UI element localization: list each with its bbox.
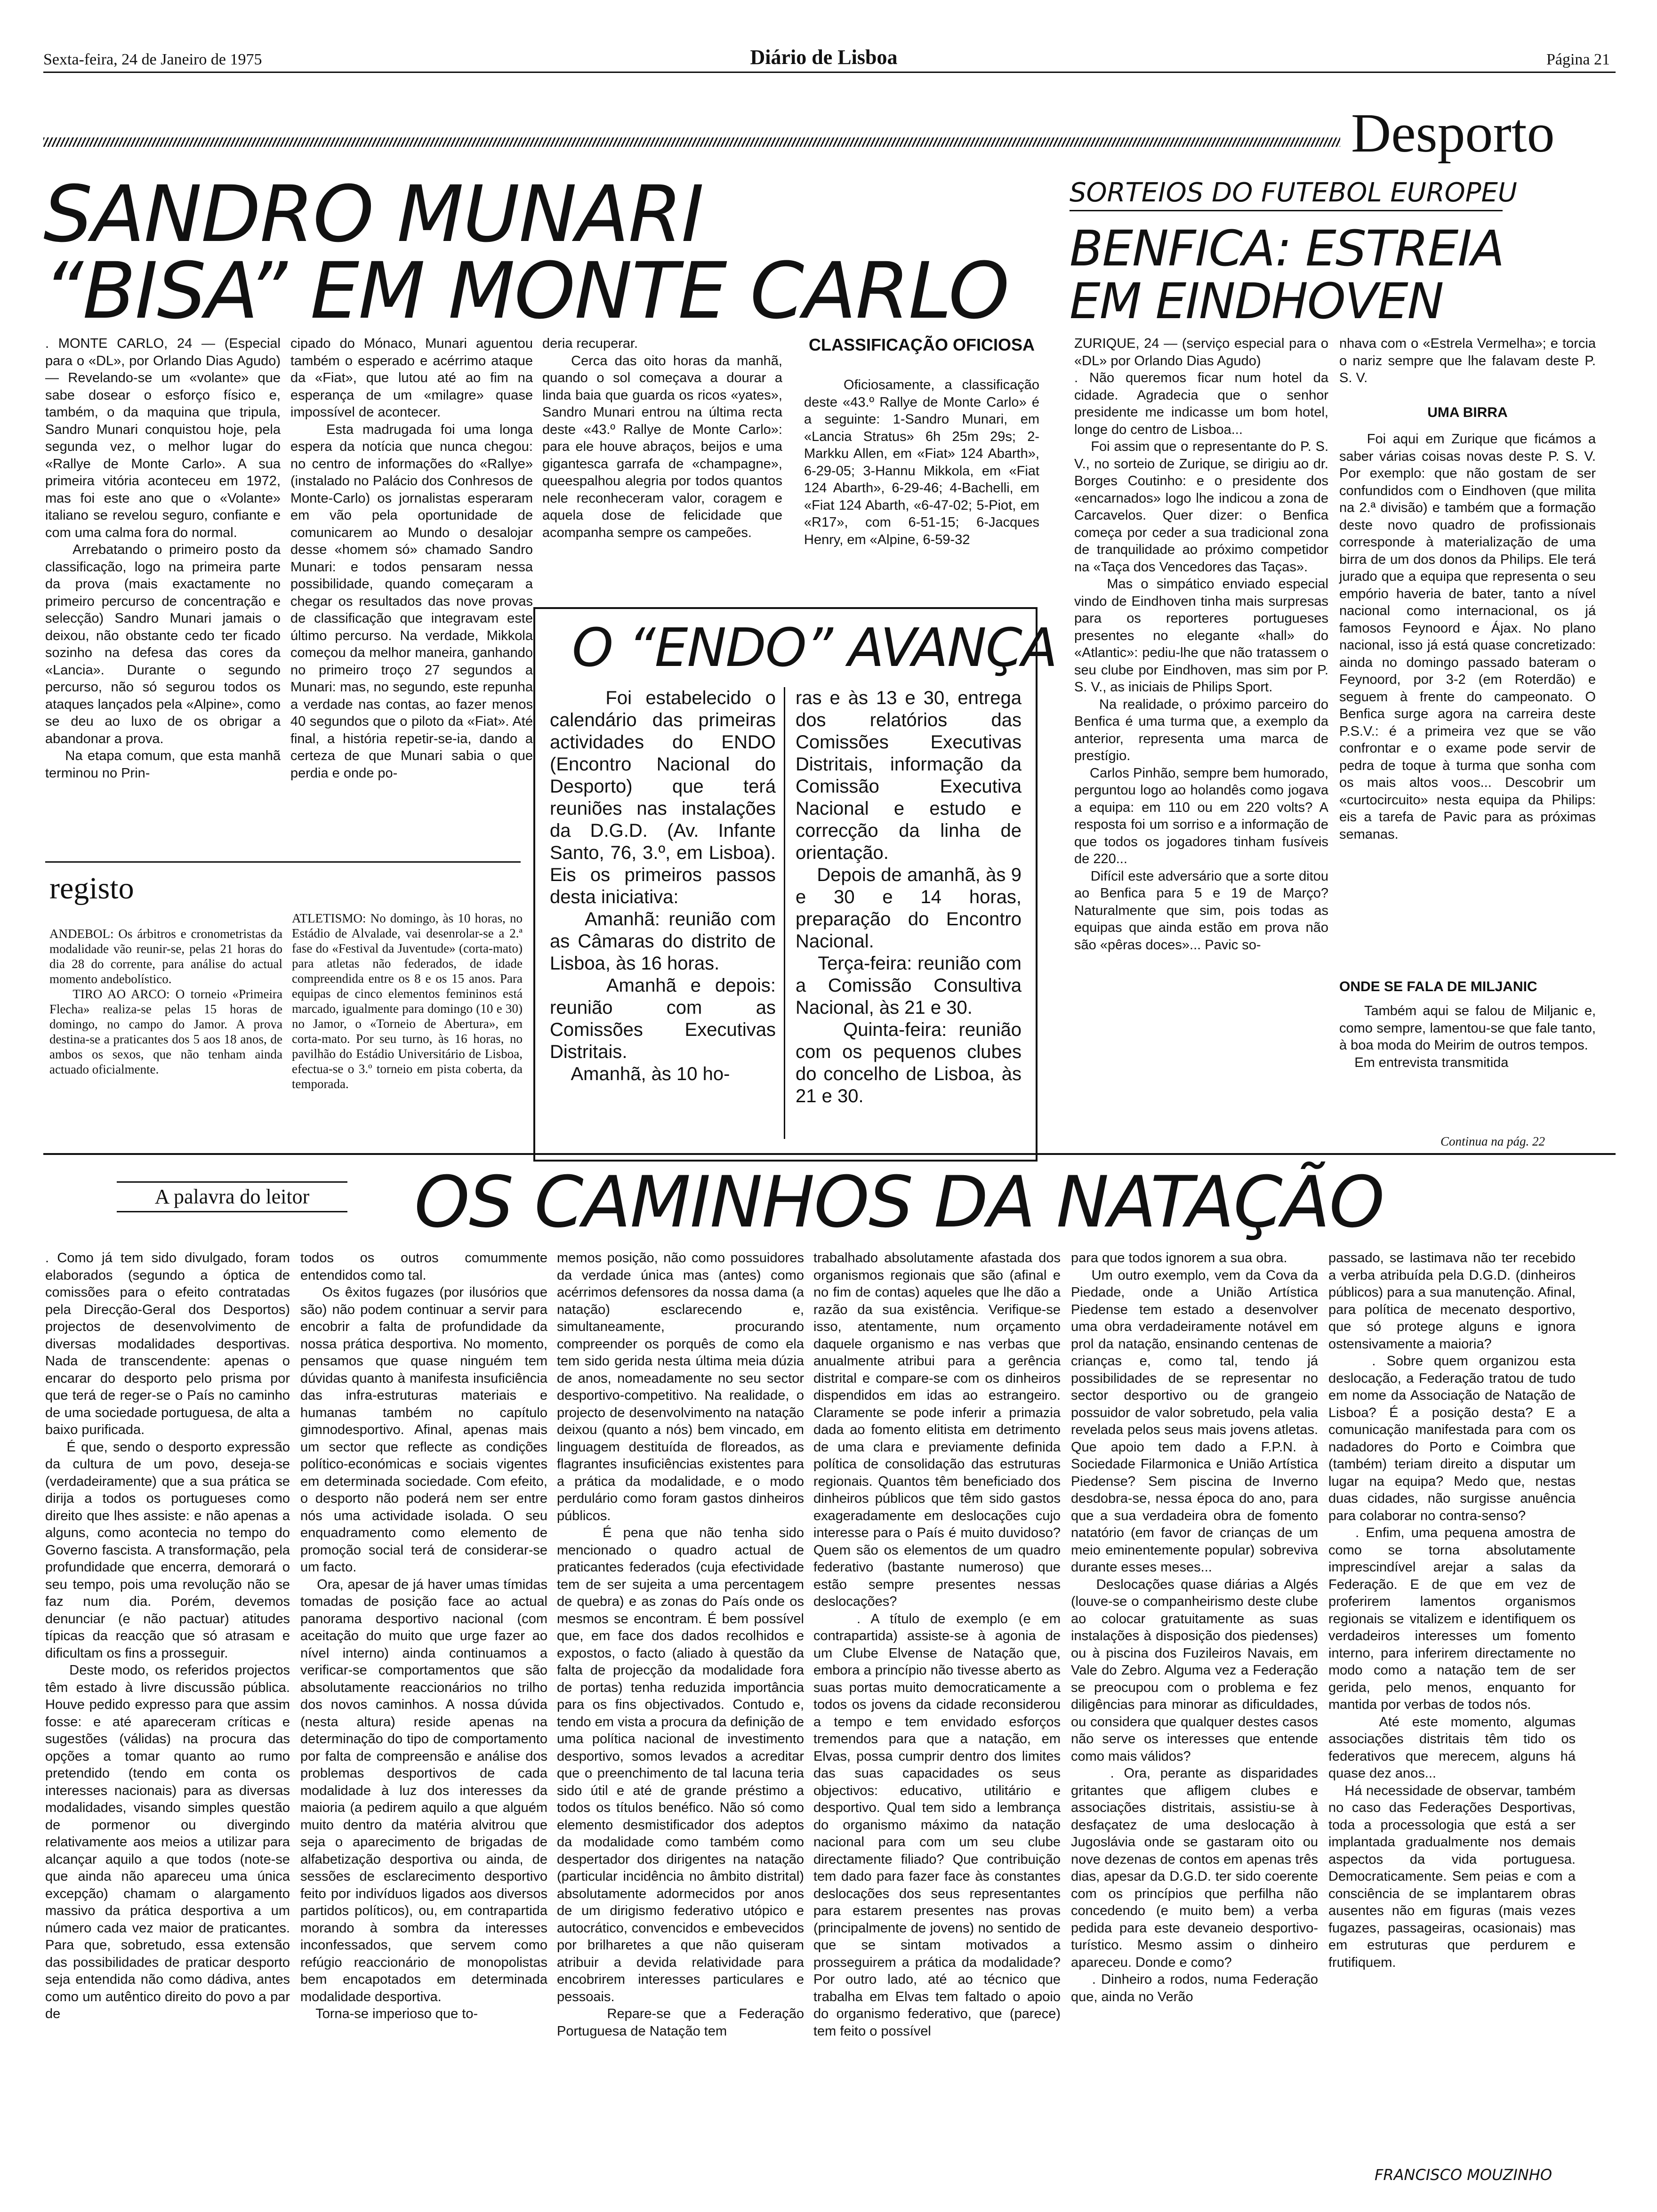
endo-headline: O “ENDO” AVANÇA	[572, 617, 1057, 679]
natacao-column-4: trabalhado absolutamente afastada dos organismos regionais que são (afinal e no fim de contas) aqueles que lhe dão a razão da sua existência. Verifique-se isso, atentamente, num orçamento daquele organismo e nas verbas que anualmente atribui para a gerência distrital e compare-se com os dinheiros dispendidos em idas ao estrangeiro. Claramente se pode inferir a primazia dada ao fomento elitista em detrimento de uma clara e previamente definida política de consolidação das estruturas regionais. Quantos têm beneficiado dos dinheiros públicos que têm sido gastos exageradamente em deslocações cujo interesse para o País é muito duvidoso? Quem são os elementos de um quadro federativo (bastante numeroso) que estão sempre presentes nessas deslocações? . A título de exemplo (e em contrapartida) assiste-se à agonia de um Clube Elvense de Natação que, embora a princípio não tivesse aberto as suas portas muito democraticamente a todos os jovens da cidade reconsiderou a tempo e tem envidado esforços tremendos para que a natação, em Elvas, possa cumprir dentro dos limites das suas capacidades os seus objectivos: educativo, utilitário e desportivo. Qual tem sido a lembrança do organismo máximo da natação nacional para com um seu clube directamente filiado? Que contribuição tem dado para fazer face às constantes deslocações dos seus representantes para estarem presentes nas provas (principalmente de jovens) no sentido de que se sintam motivados a prosseguirem a prática da modalidade? Por outro lado, até ao técnico que trabalha em Elvas tem faltado o apoio do organismo federativo, que (parece) tem feito o possível	[813, 1250, 1061, 2039]
classification-text: Oficiosamente, a classificação deste «43.º Rallye de Monte Carlo» é a seguinte: 1-Sandro Munari, em «Lancia Stratus» 6h 25m 29s; 2-Markku Allen, em «Fiat» 124 Abarth», 6-29-05; 3-Hannu Mikkola, em «Fiat 124 Abarth», 6-29-46; 4-Bachelli, em «Fiat 124 Abarth, «6-47-02; 5-Piot, em «R17», com 6-51-15; 6-Jacques Henry, em «Alpine, 6-59-32	[804, 377, 1044, 547]
leitor-label: A palavra do leitor	[117, 1181, 347, 1212]
issue-date: Sexta-feira, 24 de Janeiro de 1975	[43, 51, 262, 68]
benfica-column-2c: Também aqui se falou de Miljanic e, como sempre, lamentou-se que fale tanto, à boa moda do Meirim de outros tempos. Em entrevista transmitida	[1339, 1003, 1596, 1070]
benfica-headline-line2: EM EINDHOVEN	[1070, 272, 1443, 330]
page-number: Página 21	[1546, 51, 1610, 68]
benfica-column-2: nhava com o «Estrela Vermelha»; e torcia o nariz sempre que lhe falavam deste P. S. V.	[1339, 336, 1600, 385]
lower-section-rule	[43, 1153, 1616, 1155]
benfica-column-1: ZURIQUE, 24 — (serviço especial para o «DL» por Orlando Dias Agudo) . Não queremos ficar num hotel da cidade. Agradecia que o senhor presidente me indicasse um bom hotel, longe do centro de Lisboa... Foi assim que o representante do P. S. V., no sorteio de Zurique, se dirigiu ao dr. Borges Coutinho: e o presidente dos «encarnados» logo lhe indicou a zona de Carcavelos. Quer dizer: o Benfica começa por ceder a sua tradicional zona de tranquilidade ao próximo competidor na «Taça dos Vencedores das Taças». Mas o simpático enviado especial vindo de Eindhoven tinha mais surpresas para os reporteres portugueses presentes no elegante «hall» do «Atlantic»: pediu-lhe que não tratassem o seu clube por Eindhoven, mas sim por P. S. V., as iniciais de Philips Sport. Na realidade, o próximo parceiro do Benfica é uma turma que, a exemplo da anterior, representa uma marca de prestígio. Carlos Pinhão, sempre bem humorado, perguntou logo ao holandês como jogava a equipa: em 110 ou em 220 volts? A resposta foi um sorriso e a informação de que todos os jogadores tinham fusíveis de 220... Difícil este adversário que a sorte ditou ao Benfica para 5 e 19 de Março? Naturalmente que sim, pois todas as equipas que ainda estão em prova não são «pêras doces»... Pavic so-	[1074, 336, 1328, 953]
munari-column-2: cipado do Mónaco, Munari aguentou também o esperado e acérrimo ataque da «Fiat», que lutou até ao fim na esperança de um «milagre» quase impossível de acontecer. Esta madrugada foi uma longa espera da notícia que nunca chegou: no centro de informações do «Rallye» (instalado no Palácio dos Conhresos de Monte-Carlo) os jornalistas esperaram em vão pela oportunidade de comunicarem ao Mundo o desalojar desse «homem só» chamado Sandro Munari: e todos pensaram nessa possibilidade, quando começaram a chegar os resultados das nove provas de classificação que integravam este último percurso. Na verdade, Mikkola começou da melhor maneira, ganhando no primeiro troço 27 segundos a Munari: mas, no segundo, este repunha a verdade nas contas, ao fazer menos 40 segundos que o piloto da «Fiat». Até final, a história repetir-se-ia, dando a certeza de que Munari sabia o que perdia e onde po-	[290, 336, 533, 781]
endo-column-divider	[784, 687, 785, 1139]
header-rule	[43, 72, 1616, 73]
continued-link[interactable]: Continua na pág. 22	[1440, 1134, 1545, 1148]
munari-column-1: . MONTE CARLO, 24 — (Especial para o «DL», por Orlando Dias Agudo) — Revelando-se um «volante» que sabe dosear o esforço físico e, também, o da maquina que tripula, Sandro Munari conquistou hoje, pela segunda vez, o melhor lugar do «Rallye de Monte Carlo». A sua primeira vitória aconteceu em 1972, mas foi este ano que o «Volante» italiano se revelou seguro, confiante e com uma calma fora do normal. Arrebatando o primeiro posto da classificação, logo na primeira parte da prova (mais exactamente no primeiro percurso de concentração e selecção) Sandro Munari jamais o deixou, não obstante cedo ter ficado sozinho na defesa das cores da «Lancia». Durante o segundo percurso, não só segurou todos os ataques lançados pela «Alpine», como se deu ao luxo de os obrigar a abandonar a prova. Na etapa comum, que esta manhã terminou no Prin-	[45, 336, 281, 781]
section-title: Desporto	[1351, 102, 1555, 164]
natacao-column-1: . Como já tem sido divulgado, foram elaborados (segundo a óptica de comissões para o efeito contratadas pela Direcção-Geral dos Desportos) projectos de desenvolvimento de diversas modalidades desportivas. Nada de transcendente: apenas o encarar do desporto pelo prisma por que terá de reger-se o País no caminho de uma sociedade portuguesa, de alta a baixo purificada. É que, sendo o desporto expressão da cultura de um povo, deseja-se (verdadeiramente) que a sua prática se dirija a todos os portugueses como direito que lhes assiste: e não apenas a alguns, como acontecia no tempo do Governo fascista. A transformação, pela profundidade que encerra, demorará o seu tempo, pois uma revolução não se faz num dia. Porém, devemos denunciar (e não pactuar) atitudes típicas da reacção que só atrasam e dificultam os fins a prosseguir. Deste modo, os referidos projectos têm estado à livre discussão pública. Houve pedido expresso para que assim fosse: e até apareceram críticas e sugestões (válidas) na procura das opções a tomar quanto ao rumo pretendido (tendo em conta os interesses nacionais) para as diversas modalidades, visando simples questão de pormenor ou divergindo relativamente aos meios a utilizar para alcançar aquilo a que todos (note-se que ainda não apareceu uma única excepção) chamam o alargamento massivo da prática desportiva a um número cada vez maior de praticantes. Para que, sobretudo, essa extensão das possibilidades de praticar desporto seja entendida não como dádiva, antes como um autêntico direito do povo a par de	[45, 1250, 290, 2021]
classification-title: CLASSIFICAÇÃO OFICIOSA	[808, 335, 1035, 354]
benfica-kicker: SORTEIOS DO FUTEBOL EUROPEU	[1070, 177, 1517, 208]
endo-column-1: Foi estabelecido o calendário das primeiras actividades do ENDO (Encontro Nacional do Desporto) que terá reuniões nas instalações da D.G.D. (Av. Infante Santo, 76, 3.º, em Lisboa). Eis os primeiros passos desta iniciativa: Amanhã: reunião com as Câmaras do distrito de Lisboa, às 16 horas. Amanhã e depois: reunião com as Comissões Executivas Distritais. Amanhã, às 10 ho-	[550, 688, 776, 1084]
benfica-subhead-birra: UMA BIRRA	[1427, 405, 1508, 420]
registo-column-2: ATLETISMO: No domingo, às 10 horas, no Estádio de Alvalade, vai desenrolar-se a 2.ª fase do «Festival da Juventude» (corta-mato) para atletas não federados, de idade compreendida entre os 8 e os 15 anos. Para equipas de cinco elementos femininos está marcado, igualmente para domingo (10 e 30) no Jamor, o «Torneio de Abertura», em corta-mato. Por seu turno, às 16 horas, no pavilhão do Estádio Universitário de Lisboa, efectua-se o 3.º torneio em pista coberta, da temporada.	[292, 911, 526, 1091]
section-hatch-bar	[43, 137, 1340, 147]
article-author: FRANCISCO MOUZINHO	[1375, 2166, 1552, 2184]
benfica-subhead-miljanic: ONDE SE FALA DE MILJANIC	[1339, 979, 1537, 994]
munari-column-3: deria recuperar. Cerca das oito horas da manhã, quando o sol começava a dourar a linda baia que guarda os ricos «yates», Sandro Munari entrou na última recta deste «43.º Rallye de Monte Carlo»: para ele houve abraços, beijos e uma gigantesca garrafa de «champagne», queespalhou alegria por todos quantos nele reconheceram valor, coragem e aquela dose de felicidade que acompanha sempre os campeões.	[542, 336, 782, 540]
masthead: Diário de Lisboa	[750, 46, 898, 69]
benfica-kicker-rule	[1070, 210, 1503, 211]
munari-headline-line2: “BISA” EM MONTE CARLO	[43, 246, 1009, 336]
natacao-column-6: passado, se lastimava não ter recebido a verba atribuída pela D.G.D. (dinheiros públicos) para a sua manutenção. Afinal, para política de mecenato desportivo, que só protege alguns e ignora ostensivamente a maioria? . Sobre quem organizou esta deslocação, a Federação tratou de tudo em nome da Associação de Natação de Lisboa? É a posição desta? E a comunicação manifestada para com os nadadores do Porto e Coimbra que (também) teriam direito a disputar um lugar na equipa? Medo que, nestas duas cidades, não surgisse anuência para colaborar no contra-senso? . Enfim, uma pequena amostra de como se torna absolutamente imprescindível arejar a salas da Federação. E de que em vez de proferirem lamentos organismos regionais se vitalizem e identifiquem os verdadeiros interesses um fomento interno, para inferirem directamente no modo como a natação tem de ser gerida, pelo menos, enquanto for mantida por verbas de todos nós. Até este momento, algumas associações distritais têm tido os federativos que merecem, alguns há quase dez anos... Há necessidade de observar, também no caso das Federações Desportivas, toda a processologia que está a ser implantada gradualmente nos demais aspectos da vida portuguesa. Democraticamente. Sem peias e com a consciência de se implantarem obras ausentes não em figuras (mais vezes fugazes, passageiras, ocasionais) mas em estruturas que perdurem e frutifiquem.	[1328, 1250, 1576, 1970]
registo-title: registo	[49, 871, 134, 906]
registo-column-1: ANDEBOL: Os árbitros e cronometristas da modalidade vão reunir-se, pelas 21 horas do dia 28 do corrente, para análise do actual momento andebolístico. TIRO AO ARCO: O torneio «Primeira Flecha» realiza-se pelas 15 horas de domingo, no campo do Jamor. A prova destina-se a praticantes dos 5 aos 18 anos, de ambos os sexos, que não tenham ainda actuado oficialmente.	[49, 927, 282, 1076]
natacao-column-5: para que todos ignorem a sua obra. Um outro exemplo, vem da Cova da Piedade, onde a União Artística Piedense tem estado a desenvolver uma obra verdadeiramente notável em prol da natação, ensinando centenas de crianças e, como tal, tendo já possibilidades de se representar no sector desportivo ou de grangeio possuidor de valor sobretudo, pela valia revelada pelos seus mais jovens atletas. Que apoio tem dado a F.P.N. à Sociedade Filarmonica e União Artística Piedense? Sem piscina de Inverno desdobra-se, nessa época do ano, para que a sua verdadeira obra de fomento natatório (em favor de crianças de um meio eminentemente popular) sobreviva durante esses meses... Deslocações quase diárias a Algés (louve-se o companheirismo deste clube ao colocar gratuitamente as suas instalações à disposição dos piedenses) ou à piscina dos Fuzileiros Navais, em Vale do Zebro. Alguma vez a Federação se preocupou com o problema e fez diligências para minorar as dificuldades, ou considera que qualquer destes casos não serve os interesses que entende como mais válidos? . Ora, perante as disparidades gritantes que afligem clubes e associações distritais, assistiu-se à desfaçatez de uma deslocação à Jugoslávia onde se gastaram oito ou nove dezenas de contos em apenas três dias, apesar da D.G.D. ter sido coerente com os princípios que perfilha não concedendo (e muito bem) a verba pedida para este devaneio desportivo-turístico. Mesmo assim o dinheiro apareceu. Donde e como? . Dinheiro a rodos, numa Federação que, ainda no Verão	[1071, 1250, 1318, 2004]
munari-headline-line1: SANDRO MUNARI	[43, 169, 703, 259]
natacao-column-2: todos os outros comummente entendidos como tal. Os êxitos fugazes (por ilusórios que são) não podem continuar a servir para encobrir a falta de profundidade da nossa prática desportiva. No momento, pensamos que quase ninguém tem dúvidas quanto à manifesta insuficiência das infra-estruturas materiais e humanas também no capítulo gimnodesportivo. Afinal, apenas mais um sector que reflecte as condições político-económicas e sociais vigentes em determinada sociedade. Com efeito, o desporto não poderá nem ser entre nós uma actividade isolada. O seu enquadramento como elemento de promoção social terá de considerar-se um facto. Ora, apesar de já haver umas tímidas tomadas de posição face ao actual panorama desportivo nacional (com aceitação do muito que urge fazer ao nível interno) ainda continuamos a verificar-se comportamentos que são absolutamente reaccionários no trilho dos novos caminhos. A nossa dúvida (nesta altura) reside apenas na determinação do tipo de comportamento por falta de compreensão e análise dos problemas desportivos de cada modalidade à luz dos interesses da maioria (a pedirem aquilo a que alguém muito dentro da matéria alvitrou que seja o aparecimento de brigadas de alfabetização desportiva ou ainda, de sessões de esclarecimento desportivo feito por indivíduos ligados aos diversos partidos políticos), ou, em contrapartida morando à sombra da interesses inconfessados, que servem como refúgio reaccionário de monopolistas bem encapotados em determinada modalidade desportiva. Torna-se imperioso que to-	[300, 1250, 548, 2021]
natacao-column-3: memos posição, não como possuidores da verdade única mas (antes) como acérrimos defensores da nossa dama (a natação) esclarecendo e, simultaneamente, procurando compreender os porquês de como ela tem sido gerida nesta última meia dúzia de anos, nomeadamente no seu sector desportivo-competitivo. Na realidade, o projecto de desenvolvimento na natação deixou (quanto a nós) bem vincado, em linguagem destituída de floreados, as flagrantes insuficiências existentes para a prática da modalidade, e o modo perdulário como foram gastos dinheiros públicos. É pena que não tenha sido mencionado o quadro actual de praticantes federados (cuja efectividade tem de ser sujeita a uma percentagem de quebra) e as zonas do País onde os mesmos se encontram. É bem possível que, em face dos dados recolhidos e expostos, o facto (aliado à questão da falta de projecção da modalidade fora de portas) tenha reduzida importância para os fins objectivados. Contudo e, tendo em vista a procura da definição de uma política nacional de investimento desportivo, somos levados a acreditar que o preenchimento de tal lacuna teria sido útil e até de grande préstimo a todos os títulos benéfico. Não só como elemento desmistificador dos adeptos da modalidade como também como despertador dos dirigentes na natação (particular incidência no âmbito distrital) absolutamente adormecidos por anos de um dirigismo federativo utópico e autocrático, convencidos e embevecidos por brilharetes a que não quiseram atribuir a devida relatividade para encobrirem interesses particulares e pessoais. Repare-se que a Federação Portuguesa de Natação tem	[557, 1250, 804, 2039]
registo-rule	[45, 861, 521, 863]
natacao-headline: OS CAMINHOS DA NATAÇÃO	[414, 1162, 1384, 1243]
benfica-headline-line1: BENFICA: ESTREIA	[1070, 220, 1504, 277]
benfica-column-2b: Foi aqui em Zurique que ficámos a saber várias coisas novas deste P. S. V. Por exemplo: que não gostam de ser confundidos com o Eindhoven (que milita na 2.ª divisão) e também que a formação deste novo quadro de profissionais corresponde à materialização de uma birra de um dos donos da Philips. Ele terá jurado que a equipa que representa o seu empório haveria de bater, tanto a nível nacional como internacional, os já famosos Feynoord e Ájax. No plano nacional, isso já está quase concretizado: ainda no domingo passado bateram o Feynoord, por 3-2 (em Roterdão) e seguem à frente do campeonato. O Benfica surge agora na carreira deste P.S.V.: é a primeira vez que se vão confrontar e o exame pode servir de pedra de toque à turma que sonha com os mais altos voos... Descobrir um «curtocircuito» nesta equipa da Philips: eis a tarefa de Pavic para as próximas semanas.	[1339, 432, 1600, 842]
endo-column-2: ras e às 13 e 30, entrega dos relatórios das Comissões Executivas Distritais, informação da Comissão Executiva Nacional e estudo e correcção da linha de orientação. Depois de amanhã, às 9 e 30 e 14 horas, preparação do Encontro Nacional. Terça-feira: reunião com a Comissão Consultiva Nacional, às 21 e 30. Quinta-feira: reunião com os pequenos clubes do concelho de Lisboa, às 21 e 30.	[796, 688, 1022, 1106]
